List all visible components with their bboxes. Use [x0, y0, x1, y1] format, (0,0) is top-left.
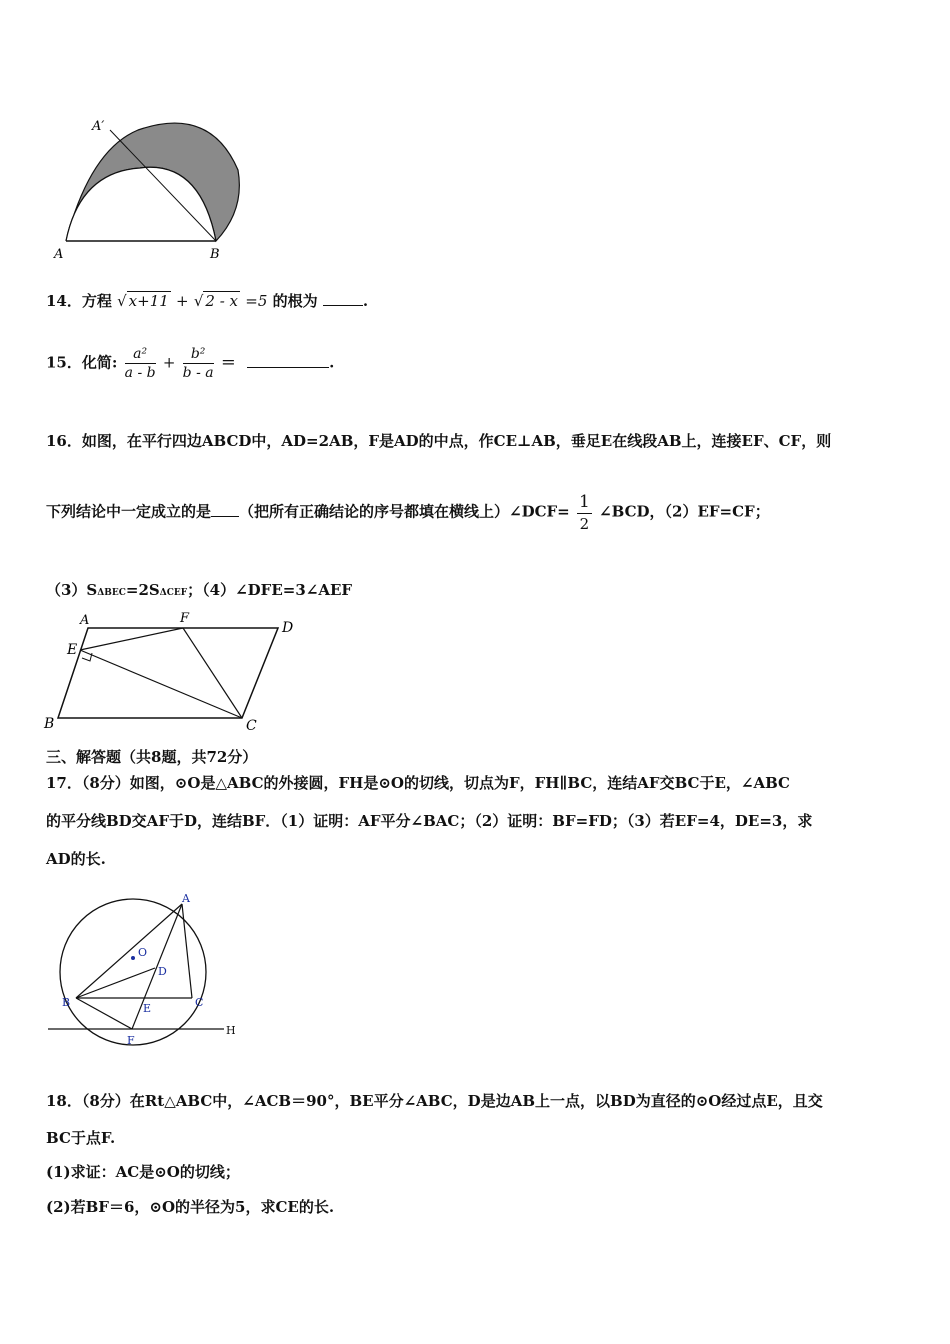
q15-end: .: [329, 353, 335, 372]
question-18-line-3: (1)求证：AC是⊙O的切线；: [46, 1163, 240, 1181]
question-16-line-2: [46, 492, 770, 533]
label-h: H: [226, 1024, 236, 1037]
q15-plus: +: [162, 353, 176, 372]
q16-line2-end: ∠BCD，（2）EF=CF；: [599, 502, 770, 521]
question-16-line-3: （3）SΔBEC=2SΔCEF；（4）∠DFE=3∠AEF: [46, 581, 353, 599]
question-17-line-3: AD的长.: [46, 850, 106, 868]
section-3-title: 三、解答题（共8题，共72分）: [46, 748, 258, 766]
question-14: [46, 290, 368, 311]
segment-bf: [76, 998, 132, 1029]
label-o: O: [138, 946, 148, 959]
q14-plus: +: [176, 292, 189, 310]
label-a: A: [54, 247, 64, 262]
label-a: A: [182, 892, 190, 905]
q14-equals: =5: [245, 292, 268, 310]
center-point-o: [131, 956, 135, 960]
q14-answer-blank[interactable]: [323, 291, 363, 306]
label-e: E: [67, 642, 78, 658]
label-e: E: [143, 1002, 152, 1015]
question-17-line-2: 的平分线BD交AF于D，连结BF．（1）证明：AF平分∠BAC；（2）证明：BF=FD；（3）若EF=4，DE=3，求: [46, 812, 813, 830]
q16-line2-start: 下列结论中一定成立的是: [46, 502, 212, 521]
q14-prefix: 14．方程: [46, 292, 112, 310]
q14-sqrt-1: √ x+11: [117, 292, 169, 310]
question-16-line-1: 16．如图，在平行四边ABCD中，AD=2AB，F是AD的中点，作CE⊥AB，垂足E在线段AB上，连接EF、CF，则: [46, 432, 832, 450]
label-f: F: [180, 611, 190, 626]
q15-prefix: 15．化简:: [46, 353, 118, 372]
label-d: D: [158, 965, 167, 978]
label-b: B: [210, 247, 220, 262]
segment-bd: [76, 968, 155, 998]
segment-ef: [80, 628, 183, 650]
q15-equals: ＝: [220, 353, 236, 372]
q16-half-fraction: $\frac{1}{2}$: [578, 492, 590, 533]
q14-sqrt-2: √ 2 - x: [193, 292, 239, 310]
label-b: B: [44, 716, 55, 732]
segment-fc: [183, 628, 242, 718]
label-d: D: [282, 620, 294, 636]
question-18-line-1: 18．（8分）在Rt△ABC中，∠ACB＝90°，BE平分∠ABC，D是边AB上一点，以BD为直径的⊙O经过点E，且交: [46, 1092, 823, 1110]
figure-q16-parallelogram: [40, 606, 310, 736]
parallelogram-abcd: [58, 628, 278, 718]
label-a: A: [80, 613, 90, 628]
segment-af: [132, 904, 182, 1029]
label-b: B: [62, 996, 71, 1009]
q14-suffix: 的根为: [272, 292, 318, 310]
segment-ec: [80, 650, 242, 718]
label-c: C: [246, 718, 257, 734]
question-18-line-4: (2)若BF＝6，⊙O的半径为5，求CE的长.: [46, 1198, 335, 1216]
label-a-prime: A′: [92, 119, 105, 134]
question-17-line-1: 17．（8分）如图，⊙O是△ABC的外接圆，FH是⊙O的切线，切点为F，FH∥BC，连结AF交BC于E，∠ABC: [46, 774, 790, 792]
q16-line2-mid: （把所有正确结论的序号都填在横线上）∠DCF=: [239, 502, 570, 521]
q15-answer-blank[interactable]: [247, 353, 329, 368]
segment-ba: [76, 904, 182, 998]
segment-ac: [182, 904, 192, 998]
q16-answer-blank[interactable]: [211, 502, 239, 517]
label-c: C: [195, 996, 204, 1009]
figure-q17-circle: [44, 890, 254, 1050]
q15-fraction-2: $\frac{\text{b²}}{b - a}$: [182, 346, 214, 381]
question-18-line-2: BC于点F.: [46, 1129, 116, 1147]
label-f: F: [127, 1034, 135, 1047]
q14-end: .: [362, 292, 369, 310]
q15-fraction-1: $\frac{\text{a²}}{a - b}$: [124, 346, 156, 381]
figure-q13-semicircles: [50, 110, 250, 270]
question-15: [46, 346, 334, 381]
